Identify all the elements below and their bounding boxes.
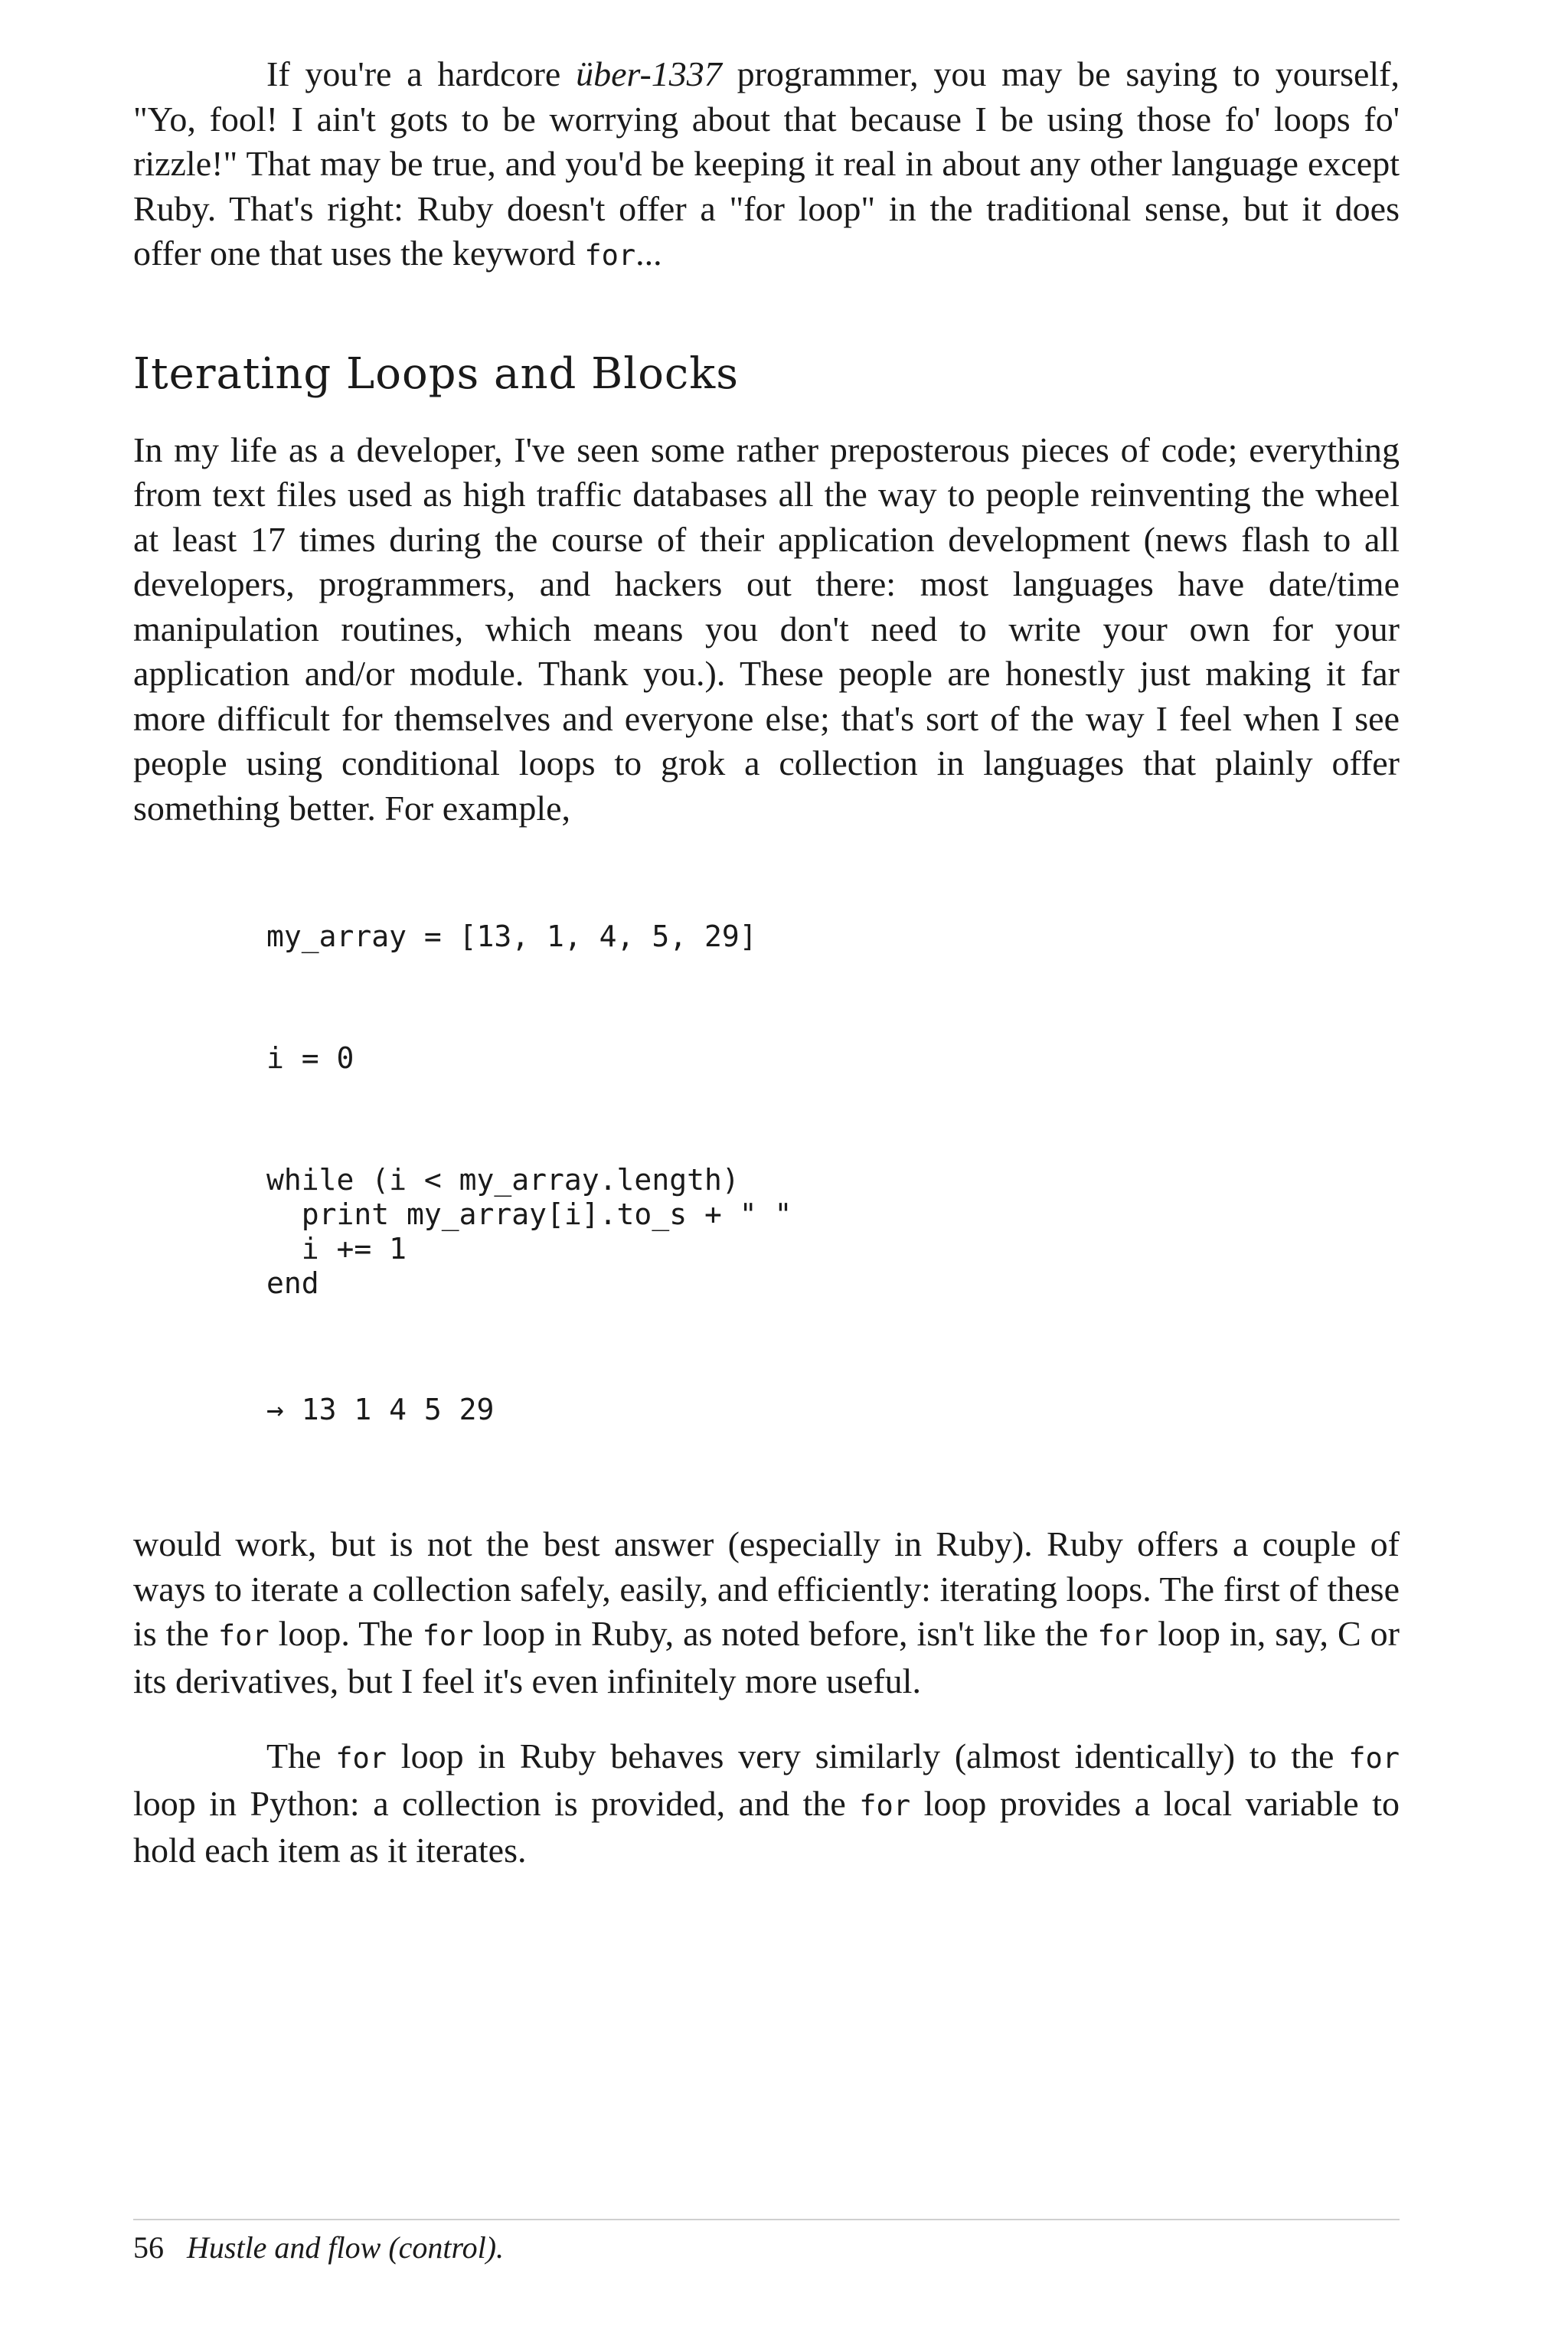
text-run: would work, but is not the best answer (especially in Ruby). Ruby offers a couple of ways to iterate a collection safely, easily, and efficiently: iterating loops. The first of these is the	[133, 1524, 1400, 1653]
body-paragraph	[133, 1734, 1400, 1873]
text-run: ...	[635, 234, 662, 273]
page-content	[133, 52, 1400, 1873]
intro-paragraph	[133, 52, 1400, 279]
emphasis-text: über-1337	[576, 54, 722, 93]
text-run: loop in, say, C or its derivatives, but I feel it's even infinitely more useful.	[133, 1614, 1400, 1700]
inline-code: for	[217, 1619, 270, 1652]
text-run: If you're a hardcore	[266, 54, 577, 93]
page-footer	[133, 2219, 1400, 2265]
code-line: while (i < my_array.length) print my_array[i].to_s + " " i += 1 end	[266, 1163, 792, 1300]
text-run: loop in Ruby behaves very similarly (almost identically) to the	[387, 1736, 1349, 1775]
inline-code: for	[422, 1619, 474, 1652]
code-result: → 13 1 4 5 29	[266, 1393, 495, 1426]
running-footer-title: Hustle and flow (control).	[187, 2230, 505, 2265]
code-example	[266, 851, 1400, 1496]
inline-code: for	[1348, 1742, 1400, 1775]
text-run: loop provides a local variable to hold each item as it iterates.	[133, 1783, 1400, 1870]
text-run: programmer, you may be saying to yourself, "Yo, fool! I ain't gots to be worrying about that because I be using those fo' loops fo' rizzle!" That may be true, and you'd be keeping it real in about any other language except Ruby. That's right: Ruby doesn't offer a "for loop" in the traditional sense, but it does offer one that uses the keyword	[133, 54, 1400, 273]
page-number: 56	[133, 2230, 164, 2265]
code-line: i = 0	[266, 1041, 354, 1075]
inline-code: for	[859, 1788, 911, 1822]
text-run: loop in Ruby, as noted before, isn't like the	[473, 1614, 1098, 1653]
body-paragraph	[133, 1522, 1400, 1704]
inline-code: for	[584, 239, 636, 272]
body-paragraph: In my life as a developer, I've seen some rather preposterous pieces of code; everything from text files used as high traffic databases all the way to people reinventing the wheel at least 17 times during the course of their application development (news flash to all developers, programmers, and hackers out there: most languages have date/time manipulation routines, which means you don't need to write your own for your application and/or module. Thank you.). These people are honestly just making it far more difficult for themselves and everyone else; that's sort of the way I feel when I see people using conditional loops to grok a collection in languages that plainly offer something better. For example,	[133, 430, 1400, 828]
inline-code: for	[1097, 1619, 1149, 1652]
code-line: my_array = [13, 1, 4, 5, 29]	[266, 920, 757, 953]
text-run: The	[266, 1736, 336, 1775]
text-run: loop in Python: a collection is provided, and the	[133, 1783, 860, 1823]
text-run: loop. The	[269, 1614, 423, 1653]
section-heading: Iterating Loops and Blocks	[133, 348, 739, 399]
inline-code: for	[335, 1742, 387, 1775]
